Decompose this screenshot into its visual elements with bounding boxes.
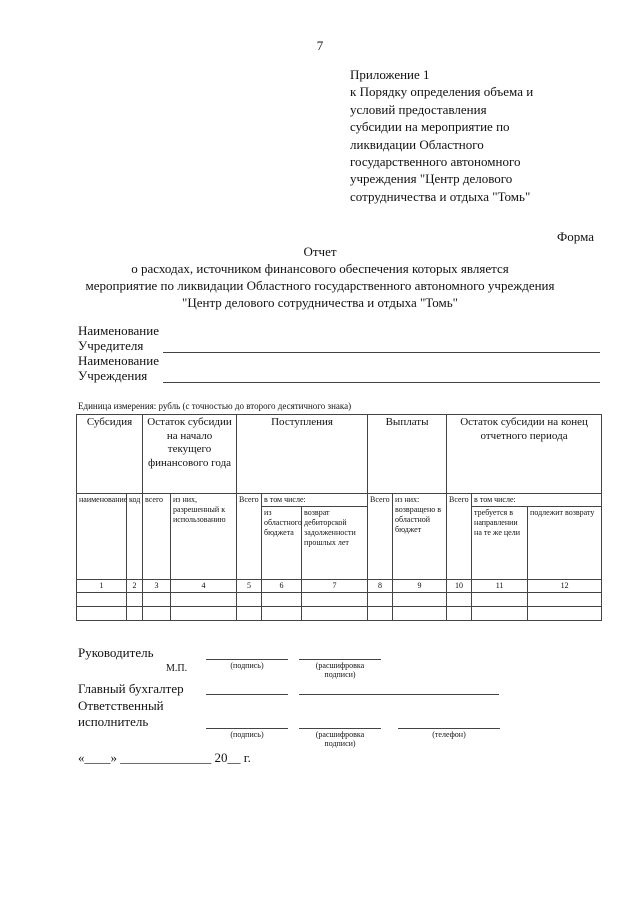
chief-accountant-label: Главный бухгалтер	[78, 681, 184, 696]
subheader-returned: из них: возвращено в областной бюджет	[393, 494, 447, 580]
col-number: 10	[447, 580, 472, 593]
signature-caption: (подпись)	[230, 661, 264, 670]
subheader-regional-budget: из областного бюджета	[262, 507, 302, 580]
institution-label-1: Наименование	[78, 353, 159, 368]
subheader-to-return: подлежит возврату	[528, 507, 602, 580]
responsible-phone-line[interactable]	[398, 728, 500, 729]
decode-caption: (расшифровка подписи)	[315, 661, 365, 679]
col-number: 11	[472, 580, 528, 593]
table-row[interactable]	[77, 607, 602, 621]
accountant-decode-line[interactable]	[299, 694, 499, 695]
subheader-payments-total: Всего	[368, 494, 393, 580]
col-number: 8	[368, 580, 393, 593]
institution-label-2: Учреждения	[78, 368, 148, 383]
subheader-end-total: Всего	[447, 494, 472, 580]
header-subsidy: Субсидия	[77, 415, 143, 494]
phone-caption: (телефон)	[432, 730, 466, 739]
report-title-block	[0, 243, 640, 311]
head-signature-line[interactable]	[206, 659, 288, 660]
col-number: 4	[171, 580, 237, 593]
appendix-line: сотрудничества и отдыха "Томь"	[350, 188, 531, 204]
subheader-code: код	[127, 494, 143, 580]
responsible-label-2: исполнитель	[78, 714, 149, 729]
date-line: «____» ______________ 20__ г.	[78, 750, 251, 765]
header-receipts: Поступления	[237, 415, 368, 494]
col-number: 5	[237, 580, 262, 593]
report-title: Отчет	[303, 244, 337, 259]
col-number: 7	[302, 580, 368, 593]
report-subtitle-line: о расходах, источником финансового обеспечения которых является	[131, 261, 509, 276]
col-number: 9	[393, 580, 447, 593]
subheader-total: всего	[143, 494, 171, 580]
header-balance-end: Остаток субсидии на конец отчетного периода	[447, 415, 602, 494]
subheader-name: наименование	[77, 494, 127, 580]
founder-label-2: Учредителя	[78, 338, 144, 353]
signature-caption: (подпись)	[230, 730, 264, 739]
column-numbers-row	[77, 580, 602, 593]
table-row[interactable]	[77, 593, 602, 607]
form-label: Форма	[557, 229, 594, 244]
unit-of-measure: Единица измерения: рубль (с точностью до второго десятичного знака)	[78, 401, 352, 411]
col-number: 12	[528, 580, 602, 593]
subheader-debt-return: возврат дебиторской задолженности прошлых лет	[302, 507, 368, 580]
decode-caption: (расшифровка подписи)	[315, 730, 365, 748]
head-label: Руководитель	[78, 645, 154, 660]
stamp-place: М.П.	[166, 663, 188, 674]
appendix-line: к Порядку определения объема и	[350, 84, 534, 100]
responsible-label-1: Ответственный	[78, 698, 164, 713]
col-number: 1	[77, 580, 127, 593]
subheader-allowed: из них, разрешенный к использованию	[171, 494, 237, 580]
appendix-line: учреждения "Центр делового	[350, 171, 513, 187]
col-number: 6	[262, 580, 302, 593]
appendix-line: государственного автономного	[350, 154, 521, 170]
col-number: 3	[143, 580, 171, 593]
report-table	[76, 414, 602, 621]
subheader-end-incl: в том числе:	[472, 494, 602, 507]
header-balance-start: Остаток субсидии на начало текущего финансового года	[143, 415, 237, 494]
head-decode-line[interactable]	[299, 659, 381, 660]
accountant-signature-line[interactable]	[206, 694, 288, 695]
responsible-signature-line[interactable]	[206, 728, 288, 729]
appendix-line: ликвидации Областного	[350, 136, 484, 152]
appendix-line: субсидии на мероприятие по	[350, 119, 510, 135]
subheader-receipts-incl: в том числе:	[262, 494, 368, 507]
institution-field-line[interactable]	[163, 382, 600, 383]
subheader-same-purpose: требуется в направлении на те же цели	[472, 507, 528, 580]
subheader-receipts-total: Всего	[237, 494, 262, 580]
responsible-decode-line[interactable]	[299, 728, 381, 729]
appendix-line: условий предоставления	[350, 101, 487, 117]
page-number: 7	[316, 38, 324, 53]
col-number: 2	[127, 580, 143, 593]
report-subtitle-line: "Центр делового сотрудничества и отдыха "Томь"	[182, 295, 458, 310]
report-subtitle-line: мероприятие по ликвидации Областного государственного автономного учреждения	[85, 278, 555, 293]
header-payments: Выплаты	[368, 415, 447, 494]
appendix-header	[350, 66, 590, 205]
founder-label-1: Наименование	[78, 323, 159, 338]
founder-field-line[interactable]	[163, 352, 600, 353]
appendix-line: Приложение 1	[350, 67, 430, 82]
